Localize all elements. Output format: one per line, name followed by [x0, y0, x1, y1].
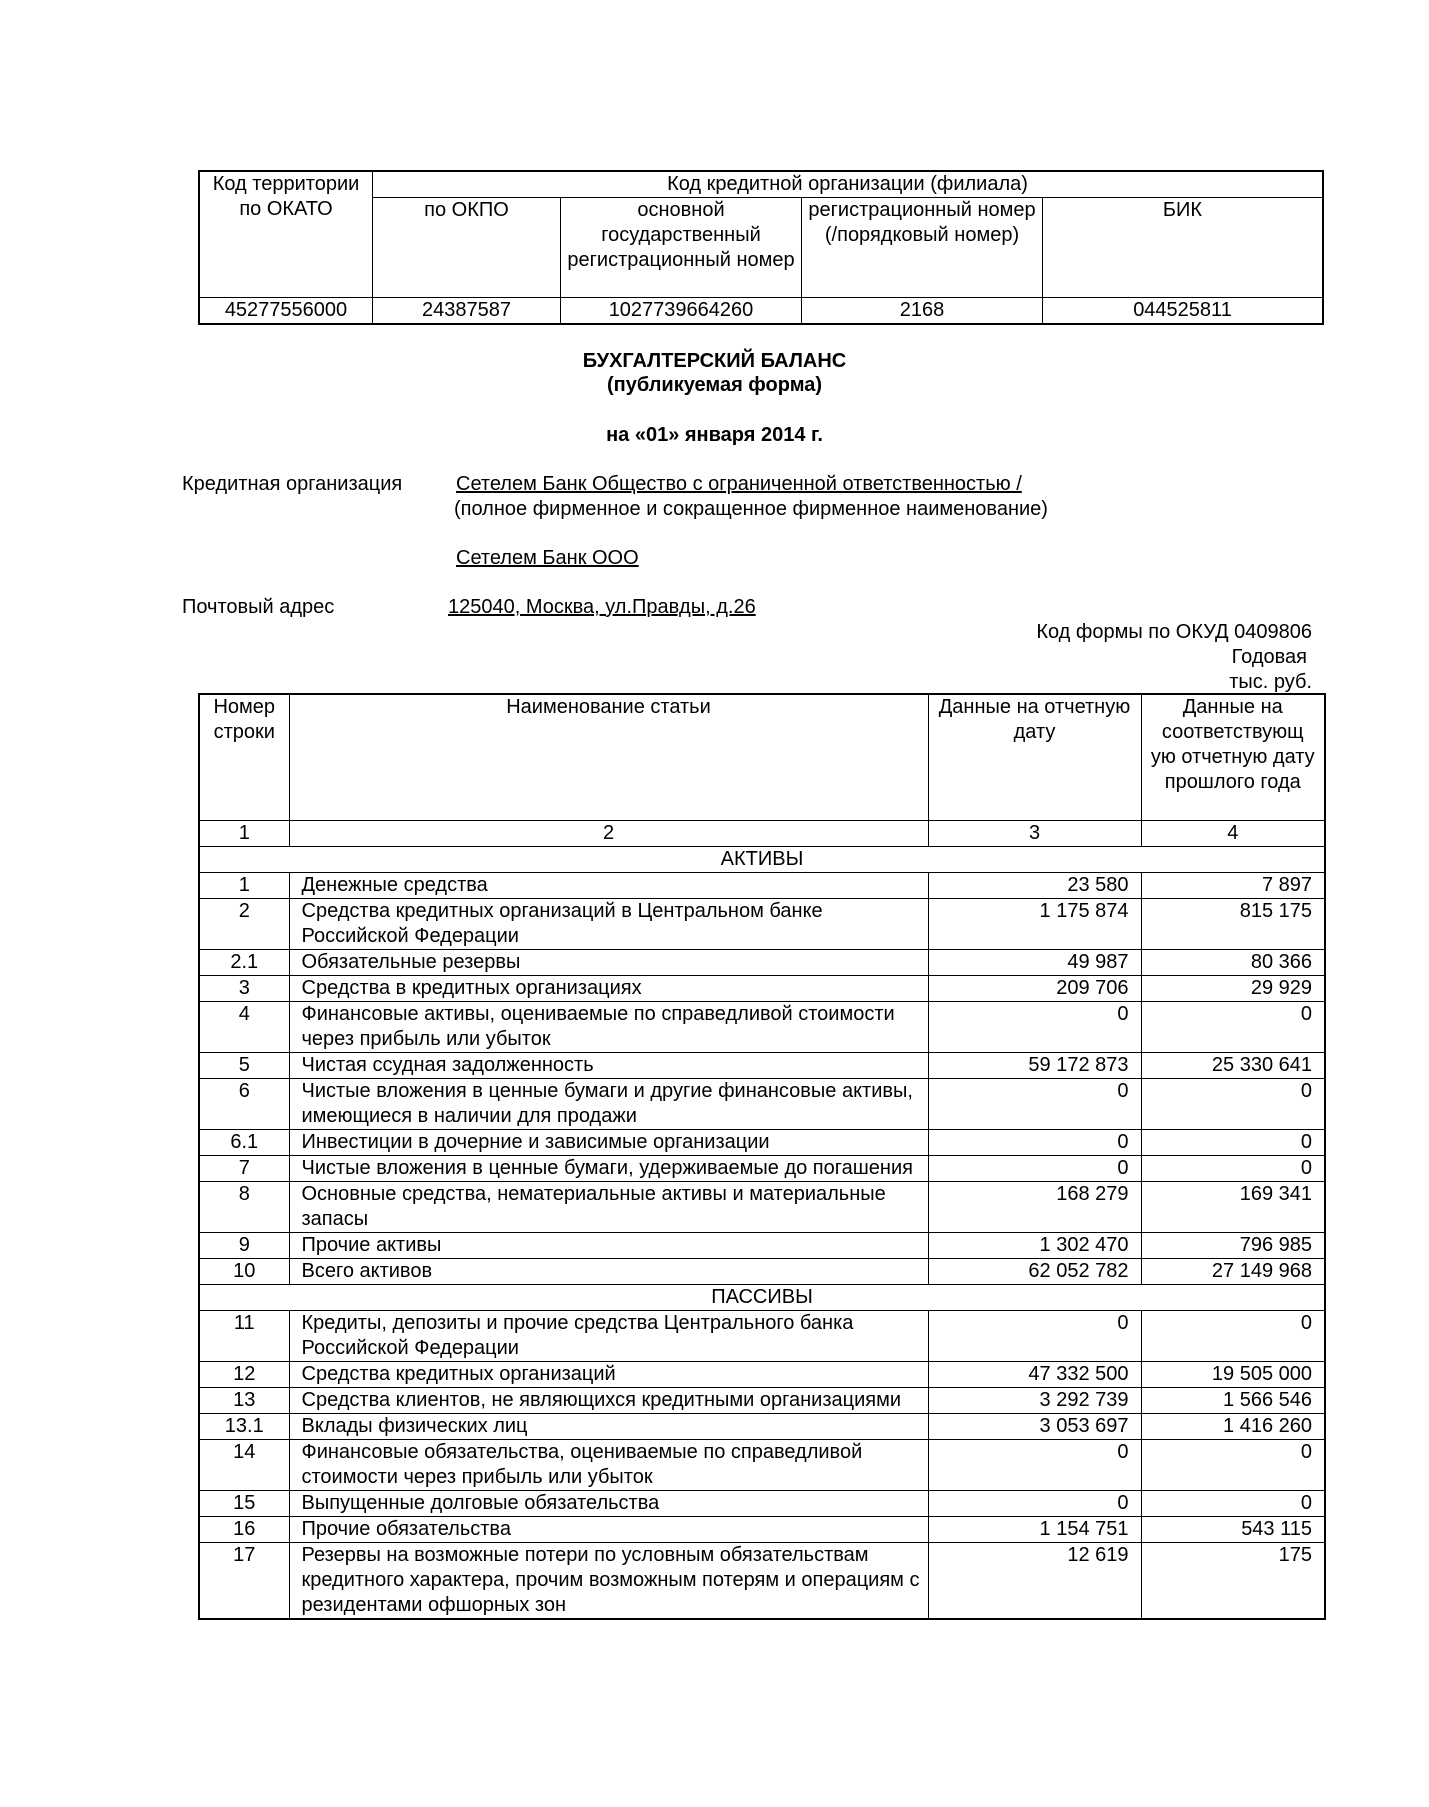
row-previous-value: 169 341 [1141, 1182, 1325, 1233]
row-number: 9 [199, 1233, 289, 1259]
table-row [199, 1440, 1325, 1491]
row-number: 14 [199, 1440, 289, 1491]
okpo-header: по ОКПО [373, 198, 561, 298]
col-header-name: Наименование статьи [289, 694, 928, 821]
row-current-value: 23 580 [928, 873, 1141, 899]
column-index: 2 [289, 821, 928, 847]
row-previous-value: 27 149 968 [1141, 1259, 1325, 1285]
row-number: 13 [199, 1388, 289, 1414]
row-name: Инвестиции в дочерние и зависимые организации [289, 1130, 928, 1156]
row-previous-value: 0 [1141, 1491, 1325, 1517]
row-number: 4 [199, 1002, 289, 1053]
row-current-value: 0 [928, 1491, 1141, 1517]
table-row [199, 1053, 1325, 1079]
okud-code: Код формы по ОКУД 0409806 [1036, 621, 1312, 643]
row-current-value: 47 332 500 [928, 1362, 1141, 1388]
table-row [199, 1491, 1325, 1517]
row-current-value: 3 292 739 [928, 1388, 1141, 1414]
liabilities-section-row [199, 1285, 1325, 1311]
row-name: Чистые вложения в ценные бумаги, удерживаемые до погашения [289, 1156, 928, 1182]
org-code-header: Код кредитной организации (филиала) [373, 171, 1324, 198]
regnum-header: регистрационный номер (/порядковый номер) [802, 198, 1043, 298]
row-name: Финансовые активы, оцениваемые по справедливой стоимости через прибыль или убыток [289, 1002, 928, 1053]
row-current-value: 3 053 697 [928, 1414, 1141, 1440]
table-row [199, 1079, 1325, 1130]
row-current-value: 0 [928, 1079, 1141, 1130]
table-header-row [199, 694, 1325, 821]
row-previous-value: 175 [1141, 1543, 1325, 1620]
row-previous-value: 7 897 [1141, 873, 1325, 899]
row-name: Кредиты, депозиты и прочие средства Центрального банка Российской Федерации [289, 1311, 928, 1362]
row-previous-value: 0 [1141, 1440, 1325, 1491]
row-name: Чистая ссудная задолженность [289, 1053, 928, 1079]
col-header-previous: Данные на соответствующ ую отчетную дату прошлого года [1141, 694, 1325, 821]
assets-section-title: АКТИВЫ [199, 847, 1325, 873]
table-row [199, 1517, 1325, 1543]
table-row [199, 950, 1325, 976]
row-number: 1 [199, 873, 289, 899]
row-current-value: 0 [928, 1311, 1141, 1362]
table-row [199, 976, 1325, 1002]
balance-table [198, 693, 1326, 1620]
row-current-value: 1 302 470 [928, 1233, 1141, 1259]
row-current-value: 168 279 [928, 1182, 1141, 1233]
column-index: 4 [1141, 821, 1325, 847]
org-name-note: (полное фирменное и сокращенное фирменное наименование) [454, 498, 1048, 520]
ogrn-value: 1027739664260 [561, 298, 802, 325]
table-row [199, 1543, 1325, 1620]
row-previous-value: 19 505 000 [1141, 1362, 1325, 1388]
row-previous-value: 543 115 [1141, 1517, 1325, 1543]
report-date: на «01» января 2014 г. [606, 424, 823, 446]
row-current-value: 1 175 874 [928, 899, 1141, 950]
document-title: БУХГАЛТЕРСКИЙ БАЛАНС [582, 350, 847, 372]
row-current-value: 0 [928, 1130, 1141, 1156]
row-name: Средства клиентов, не являющихся кредитными организациями [289, 1388, 928, 1414]
table-row [199, 899, 1325, 950]
okpo-value: 24387587 [373, 298, 561, 325]
column-index: 1 [199, 821, 289, 847]
report-period: Годовая [1231, 646, 1307, 668]
row-name: Прочие активы [289, 1233, 928, 1259]
col-header-num: Номер строки [199, 694, 289, 821]
row-previous-value: 1 416 260 [1141, 1414, 1325, 1440]
table-row [199, 1233, 1325, 1259]
row-number: 2.1 [199, 950, 289, 976]
row-current-value: 0 [928, 1156, 1141, 1182]
row-current-value: 12 619 [928, 1543, 1141, 1620]
okato-value: 45277556000 [199, 298, 373, 325]
row-previous-value: 25 330 641 [1141, 1053, 1325, 1079]
org-full-name: Сетелем Банк Общество с ограниченной ответственностью / [456, 473, 1022, 495]
table-row [199, 1002, 1325, 1053]
row-number: 11 [199, 1311, 289, 1362]
assets-section-row [199, 847, 1325, 873]
row-previous-value: 29 929 [1141, 976, 1325, 1002]
org-codes-table [198, 170, 1324, 325]
units: тыс. руб. [1229, 671, 1312, 693]
row-current-value: 209 706 [928, 976, 1141, 1002]
table-row [199, 1414, 1325, 1440]
row-previous-value: 1 566 546 [1141, 1388, 1325, 1414]
column-index: 3 [928, 821, 1141, 847]
row-name: Вклады физических лиц [289, 1414, 928, 1440]
org-label: Кредитная организация [182, 473, 403, 495]
row-number: 15 [199, 1491, 289, 1517]
ogrn-header: основной государственный регистрационный номер [561, 198, 802, 298]
row-number: 5 [199, 1053, 289, 1079]
table-row [199, 1156, 1325, 1182]
table-row [199, 1259, 1325, 1285]
row-name: Средства в кредитных организациях [289, 976, 928, 1002]
table-row [199, 1130, 1325, 1156]
row-name: Денежные средства [289, 873, 928, 899]
row-number: 6.1 [199, 1130, 289, 1156]
row-previous-value: 0 [1141, 1156, 1325, 1182]
okato-header: Код территории по ОКАТО [199, 171, 373, 298]
row-name: Основные средства, нематериальные активы и материальные запасы [289, 1182, 928, 1233]
row-current-value: 59 172 873 [928, 1053, 1141, 1079]
row-name: Прочие обязательства [289, 1517, 928, 1543]
col-header-current: Данные на отчетную дату [928, 694, 1141, 821]
row-current-value: 49 987 [928, 950, 1141, 976]
row-number: 10 [199, 1259, 289, 1285]
row-previous-value: 0 [1141, 1002, 1325, 1053]
table-row [199, 1388, 1325, 1414]
address-label: Почтовый адрес [182, 596, 335, 618]
column-index-row [199, 821, 1325, 847]
row-previous-value: 0 [1141, 1079, 1325, 1130]
row-previous-value: 815 175 [1141, 899, 1325, 950]
row-number: 12 [199, 1362, 289, 1388]
row-previous-value: 796 985 [1141, 1233, 1325, 1259]
table-row [199, 1182, 1325, 1233]
table-row [199, 1311, 1325, 1362]
row-number: 6 [199, 1079, 289, 1130]
row-number: 3 [199, 976, 289, 1002]
row-name: Чистые вложения в ценные бумаги и другие финансовые активы, имеющиеся в наличии для продажи [289, 1079, 928, 1130]
postal-address: 125040, Москва, ул.Правды, д.26 [448, 596, 756, 618]
table-row [199, 1362, 1325, 1388]
row-previous-value: 0 [1141, 1311, 1325, 1362]
row-number: 16 [199, 1517, 289, 1543]
document-subtitle: (публикуемая форма) [606, 374, 823, 396]
row-name: Выпущенные долговые обязательства [289, 1491, 928, 1517]
row-name: Средства кредитных организаций в Центральном банке Российской Федерации [289, 899, 928, 950]
row-name: Средства кредитных организаций [289, 1362, 928, 1388]
row-current-value: 1 154 751 [928, 1517, 1141, 1543]
row-number: 8 [199, 1182, 289, 1233]
row-previous-value: 0 [1141, 1130, 1325, 1156]
row-number: 17 [199, 1543, 289, 1620]
row-current-value: 62 052 782 [928, 1259, 1141, 1285]
row-name: Резервы на возможные потери по условным обязательствам кредитного характера, прочим возможным потерям и операциям с резидентами офшорных зон [289, 1543, 928, 1620]
row-name: Всего активов [289, 1259, 928, 1285]
row-name: Обязательные резервы [289, 950, 928, 976]
row-name: Финансовые обязательства, оцениваемые по справедливой стоимости через прибыль или убыток [289, 1440, 928, 1491]
row-number: 13.1 [199, 1414, 289, 1440]
bik-header: БИК [1043, 198, 1324, 298]
bik-value: 044525811 [1043, 298, 1324, 325]
row-previous-value: 80 366 [1141, 950, 1325, 976]
row-current-value: 0 [928, 1002, 1141, 1053]
row-number: 7 [199, 1156, 289, 1182]
table-row [199, 873, 1325, 899]
org-short-name: Сетелем Банк ООО [456, 547, 639, 569]
row-current-value: 0 [928, 1440, 1141, 1491]
row-number: 2 [199, 899, 289, 950]
regnum-value: 2168 [802, 298, 1043, 325]
liabilities-section-title: ПАССИВЫ [199, 1285, 1325, 1311]
